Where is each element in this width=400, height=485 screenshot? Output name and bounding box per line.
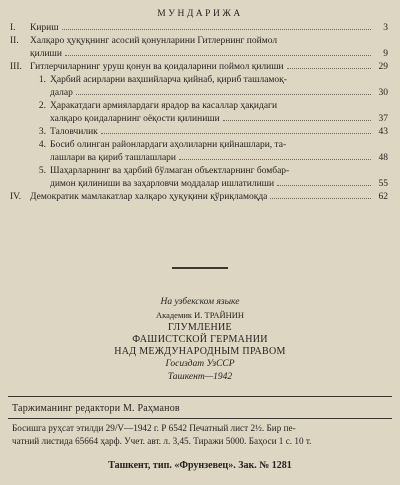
table-of-contents	[10, 22, 388, 204]
toc-title: Босиб олинган районлардаги аҳолиларни қийнашлари, та-	[50, 140, 287, 150]
print-details-line: чатний листида 65664 ҳарф. Учет. авт. л. 3,45. Тиражи 5000. Баҳоси 1 с. 10 т.	[12, 436, 312, 446]
print-details-line: Босишга руҳсат этилди 29/V—1942 г. Р 6542 Печатный лист 2½. Бир пе-	[12, 423, 296, 433]
divider-middle	[8, 418, 392, 419]
toc-number: III.	[10, 62, 22, 72]
toc-entry-3-5	[10, 165, 388, 191]
toc-entry-part-4	[10, 191, 388, 204]
leader-dots	[270, 198, 371, 199]
toc-number: 2.	[38, 101, 46, 111]
leader-dots	[65, 55, 371, 56]
title-line: ГЛУМЛЕНИЕ	[168, 322, 232, 333]
toc-title: Ҳаракатдаги армиялардаги ярадор ва касаллар ҳақидаги	[50, 101, 278, 111]
leader-dots	[101, 133, 371, 134]
toc-number: 5.	[38, 166, 46, 176]
toc-page: 48	[378, 153, 388, 163]
leader-dots	[76, 94, 371, 95]
toc-title-continued: лашлари ва қириб ташлашлари	[50, 153, 176, 163]
toc-page: 29	[378, 62, 388, 72]
toc-number: I.	[10, 23, 16, 33]
leader-dots	[287, 68, 371, 69]
toc-title-continued: далар	[50, 88, 73, 98]
leader-dots	[223, 120, 371, 121]
russian-imprint	[0, 296, 400, 384]
toc-number: 3.	[38, 127, 46, 137]
toc-number: II.	[10, 36, 19, 46]
divider-short	[172, 267, 228, 269]
toc-title: Гитлерчиларнинг уруш қонун ва қоидаларини поймол қилиши	[30, 62, 284, 72]
toc-title: Халқаро ҳуқуқнинг асосий қонунларини Гитлернинг поймол	[30, 36, 278, 46]
toc-entry-3-4	[10, 139, 388, 165]
toc-title-continued: қилиши	[30, 49, 62, 59]
toc-title: Таловчилик	[50, 127, 98, 137]
toc-page: 3	[383, 23, 388, 33]
toc-entry-part-2	[10, 35, 388, 61]
toc-entry-introduction	[10, 22, 388, 35]
title-line: ФАШИСТСКОЙ ГЕРМАНИИ	[132, 334, 268, 345]
toc-number: 1.	[38, 75, 46, 85]
place-year-line: Ташкент—1942	[167, 372, 233, 382]
leader-dots	[62, 29, 371, 30]
toc-page: 9	[383, 49, 388, 59]
toc-title: Ҳарбий асирларни ваҳшийларча қийнаб, қириб ташламоқ-	[50, 75, 287, 85]
title-line: НАД МЕЖДУНАРОДНЫМ ПРАВОМ	[114, 346, 286, 357]
toc-page: 62	[378, 192, 388, 202]
leader-dots	[179, 159, 371, 160]
toc-number: IV.	[10, 192, 22, 202]
language-note: На узбекском языке	[160, 297, 240, 307]
contents-heading: МУНДАРИЖА	[157, 9, 243, 19]
toc-page: 55	[378, 179, 388, 189]
toc-page: 37	[378, 114, 388, 124]
toc-title: Кириш	[30, 23, 59, 33]
editor-credit: Таржиманинг редактори М. Раҳманов	[12, 403, 180, 414]
toc-title-continued: димон қилиниши ва заҳарловчи моддалар ишлатилиши	[50, 179, 275, 189]
toc-number: 4.	[38, 140, 46, 150]
toc-title: Шаҳарларнинг ва ҳарбий бўлмаган объектларнинг бомбар-	[50, 166, 290, 176]
toc-entry-part-3	[10, 61, 388, 74]
toc-entry-3-2	[10, 100, 388, 126]
toc-entry-3-1	[10, 74, 388, 100]
divider-top	[8, 396, 392, 397]
leader-dots	[277, 185, 371, 186]
author-line: Академик И. ТРАЙНИН	[155, 310, 245, 320]
printer-line: Ташкент, тип. «Фрунзевец». Зак. № 1281	[108, 460, 292, 471]
toc-entry-3-3	[10, 126, 388, 139]
toc-title-continued: халқаро қоидаларнинг оёқости қилиниши	[50, 114, 220, 124]
toc-page: 30	[378, 88, 388, 98]
publisher-line: Госиздат УзССР	[165, 359, 235, 369]
toc-page: 43	[378, 127, 388, 137]
print-details	[12, 422, 392, 448]
toc-title: Демократик мамлакатлар халқаро ҳуқуқини қўриқламоқда	[30, 192, 268, 202]
